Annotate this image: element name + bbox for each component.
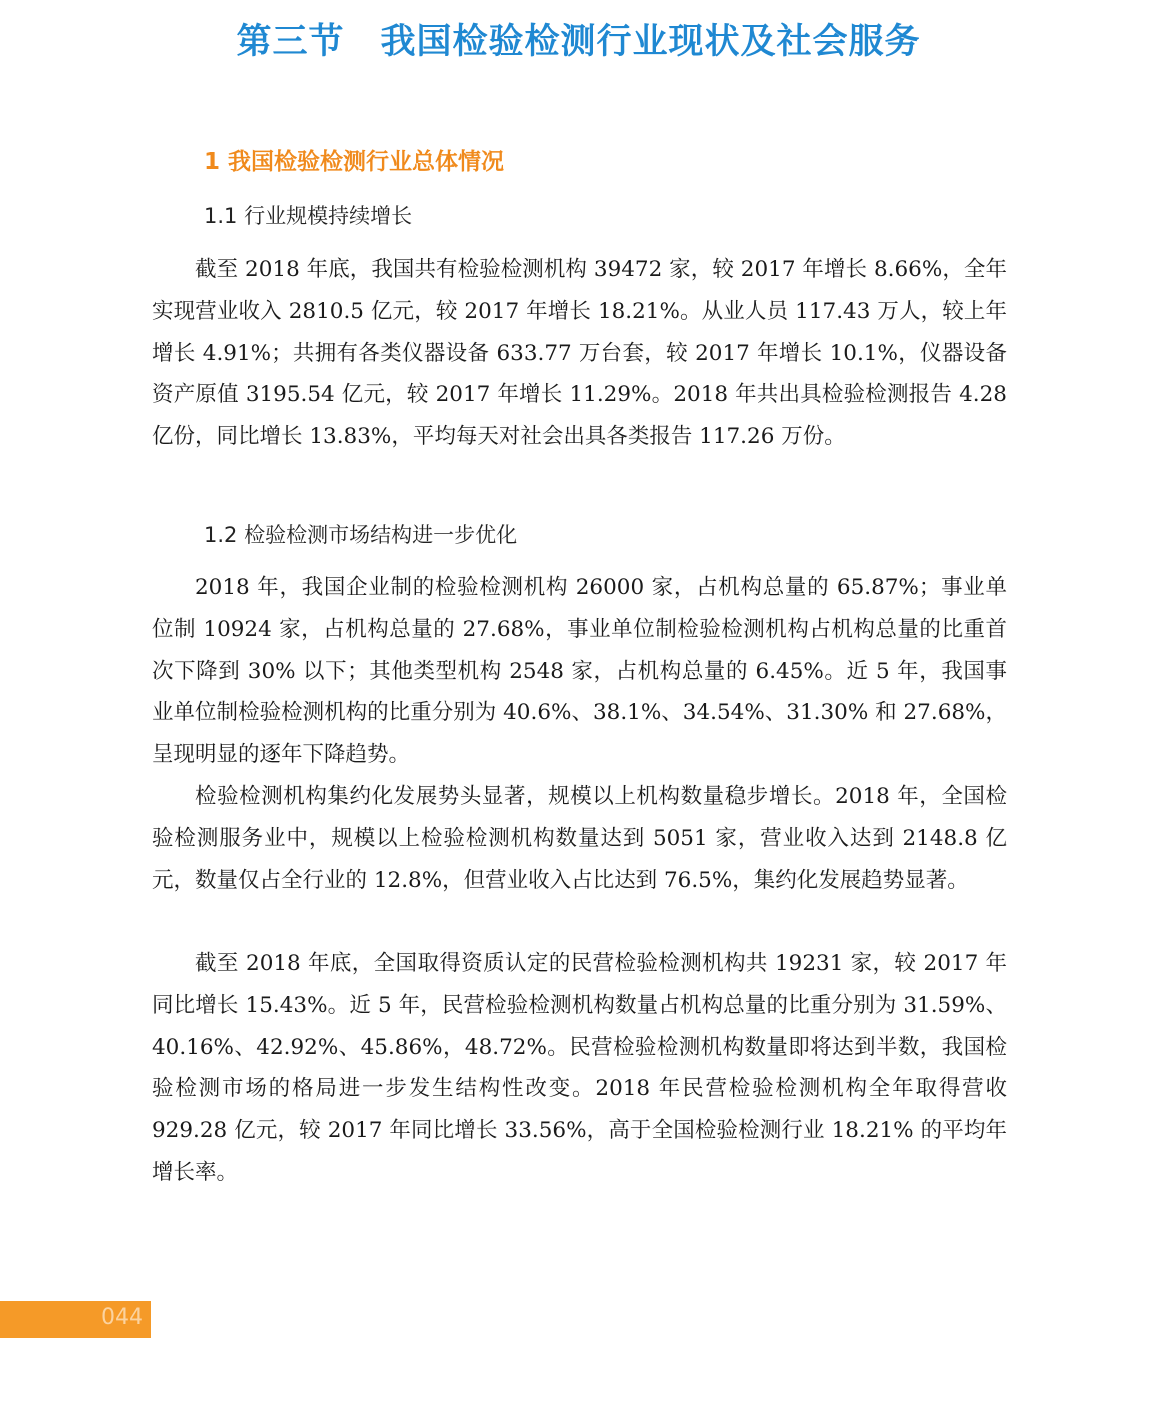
page-number: 044: [101, 1305, 143, 1330]
paragraph-private-institutions: 截至 2018 年底，全国取得资质认定的民营检验检测机构共 19231 家，较 2017 年同比增长 15.43%。近 5 年，民营检验检测机构数量占机构总量的比重分别为 31.59%、40.16%、42.92%、45.86%，48.72%。民营检验检测机构数量即将达到半数，我国检验检测市场的格局进一步发生结构性改变。2018 年民营检验检测机构全年取得营收 929.28 亿元，较 2017 年同比增长 33.56%，高于全国检验检测行业 18.21% 的平均年增长率。: [152, 951, 1007, 1185]
section-heading: 1 我国检验检测行业总体情况: [204, 149, 505, 175]
page-number-tab: [0, 1301, 151, 1338]
chapter-title: 第三节 我国检验检测行业现状及社会服务: [236, 22, 921, 62]
paragraph-intensive-development: 检验检测机构集约化发展势头显著，规模以上机构数量稳步增长。2018 年，全国检验检测服务业中，规模以上检验检测机构数量达到 5051 家，营业收入达到 2148.8 亿元，数量仅占全行业的 12.8%，但营业收入占比达到 76.5%，集约化发展趋势显著。: [152, 784, 1007, 893]
subsection-heading-1-2: 1.2 检验检测市场结构进一步优化: [204, 523, 518, 547]
subsection-heading-1-1: 1.1 行业规模持续增长: [204, 204, 413, 228]
paragraph-industry-scale: 截至 2018 年底，我国共有检验检测机构 39472 家，较 2017 年增长 8.66%，全年实现营业收入 2810.5 亿元，较 2017 年增长 18.21%。从业人员 117.43 万人，较上年增长 4.91%；共拥有各类仪器设备 633.77 万台套，较 2017 年增长 10.1%，仪器设备资产原值 3195.54 亿元，较 2017 年增长 11.29%。2018 年共出具检验检测报告 4.28 亿份，同比增长 13.83%，平均每天对社会出具各类报告 117.26 万份。: [152, 257, 1007, 450]
paragraph-market-structure: 2018 年，我国企业制的检验检测机构 26000 家，占机构总量的 65.87%；事业单位制 10924 家，占机构总量的 27.68%，事业单位制检验检测机构占机构总量的比重首次下降到 30% 以下；其他类型机构 2548 家，占机构总量的 6.45%。近 5 年，我国事业单位制检验检测机构的比重分别为 40.6%、38.1%、34.54%、31.30% 和 27.68%，呈现明显的逐年下降趋势。: [152, 575, 1007, 768]
